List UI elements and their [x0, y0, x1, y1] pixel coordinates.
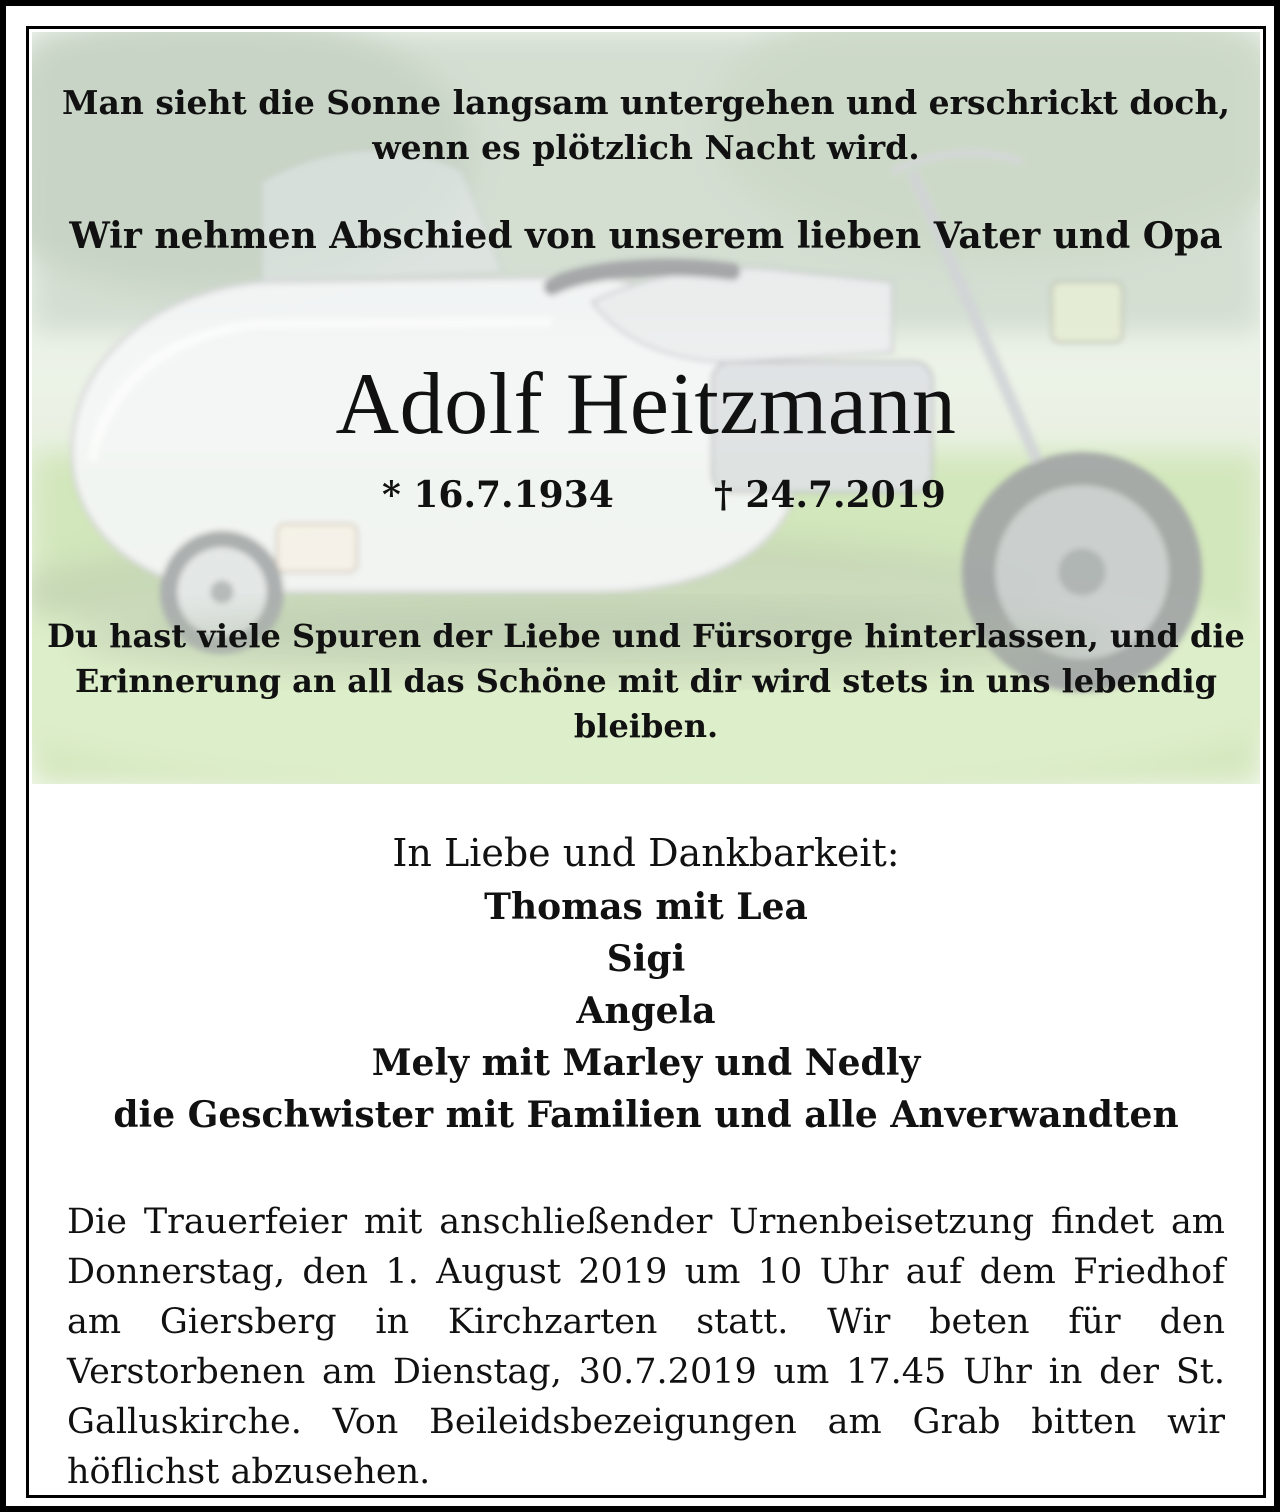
opening-verse — [32, 80, 1260, 170]
tribute-line-2: Erinnerung an all das Schöne mit dir wird stets in uns lebendig bleiben. — [74, 662, 1218, 745]
birth-date: * 16.7.1934 — [382, 474, 614, 516]
service-announcement: Die Trauerfeier mit anschließender Urnenbeisetzung findet am Donnerstag, den 1. August 2019 um 10 Uhr auf dem Friedhof am Giersberg in Kirchzarten statt. Wir beten für den Verstorbenen am Dienstag, 30.7.2019 um 17.45 Uhr in der St. Galluskirche. Von Beileidsbezeigungen am Grab bitten wir höflichst abzusehen. — [67, 1202, 1225, 1492]
deceased-name: Adolf Heitzmann — [335, 356, 957, 453]
mourner-entry: Angela — [576, 990, 716, 1032]
verse-line-2: wenn es plötzlich Nacht wird. — [372, 128, 920, 167]
death-date: † 24.7.2019 — [714, 474, 946, 516]
mourner-entry: Thomas mit Lea — [484, 886, 808, 928]
tribute-line-1: Du hast viele Spuren der Liebe und Fürsorge hinterlassen, und die — [47, 617, 1245, 655]
farewell-line: Wir nehmen Abschied von unserem lieben Vater und Opa — [69, 215, 1223, 257]
mourner-entry: Mely mit Marley und Nedly — [371, 1042, 921, 1084]
inner-frame — [26, 26, 1266, 1498]
mourner-entry: die Geschwister mit Familien und alle Anverwandten — [113, 1094, 1179, 1136]
thanks-heading: In Liebe und Dankbarkeit: — [392, 831, 900, 875]
mourner-entry: Sigi — [606, 938, 686, 980]
tribute-text — [32, 614, 1260, 749]
background-photo-motorcycle-sidecar — [32, 32, 1260, 784]
mourners-list — [29, 881, 1263, 1141]
verse-line-1: Man sieht die Sonne langsam untergehen und erschrickt doch, — [61, 83, 1230, 122]
